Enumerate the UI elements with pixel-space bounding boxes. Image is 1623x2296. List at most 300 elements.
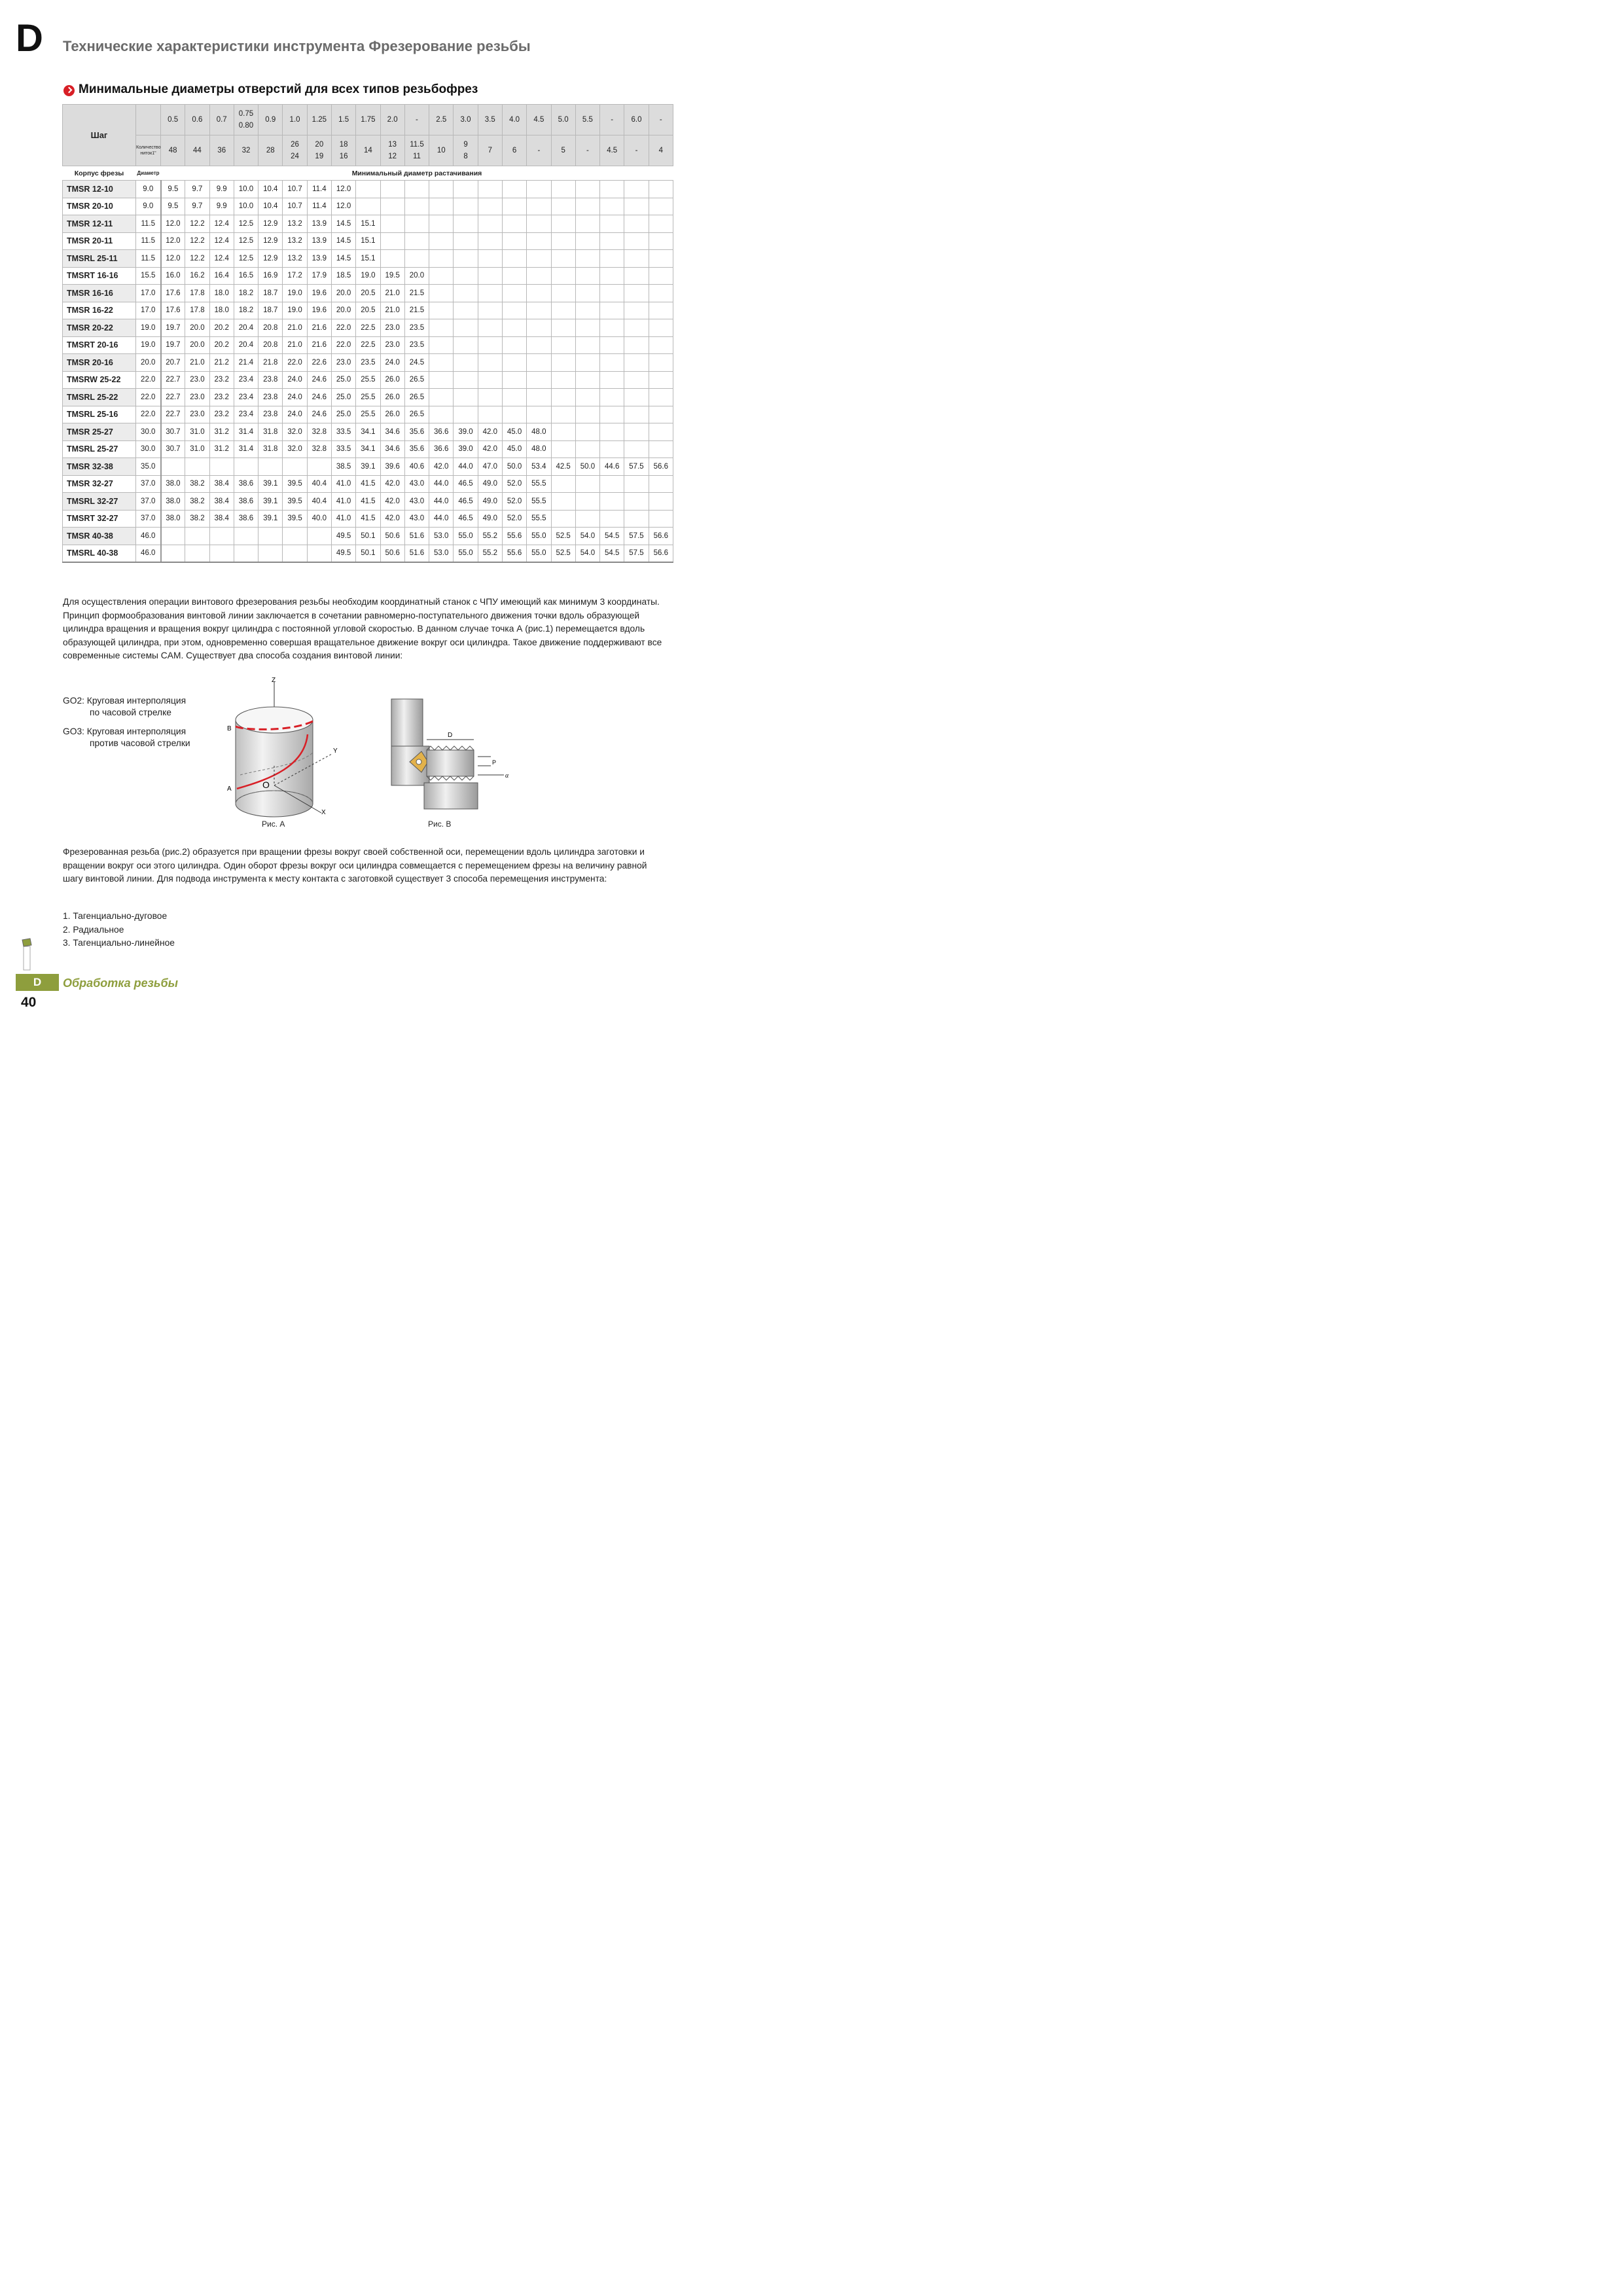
value-cell: 19.7 bbox=[161, 319, 185, 337]
value-cell: 16.0 bbox=[161, 267, 185, 285]
value-cell bbox=[624, 440, 649, 458]
value-cell: 41.0 bbox=[331, 493, 355, 511]
value-cell bbox=[575, 440, 599, 458]
value-cell bbox=[575, 319, 599, 337]
value-cell: 56.6 bbox=[649, 528, 673, 545]
value-cell bbox=[575, 423, 599, 441]
value-cell bbox=[624, 198, 649, 215]
value-cell: 15.1 bbox=[356, 215, 380, 233]
value-cell: 12.9 bbox=[259, 232, 283, 250]
value-cell: 51.6 bbox=[404, 528, 429, 545]
diameter-cell: 22.0 bbox=[136, 371, 161, 389]
value-cell bbox=[307, 545, 331, 562]
value-cell: 38.0 bbox=[161, 510, 185, 528]
value-cell: 10.0 bbox=[234, 198, 258, 215]
value-cell: 23.4 bbox=[234, 371, 258, 389]
value-cell: 38.4 bbox=[209, 493, 234, 511]
value-cell bbox=[502, 198, 526, 215]
value-cell bbox=[259, 528, 283, 545]
value-cell: 25.0 bbox=[331, 371, 355, 389]
value-cell: 17.9 bbox=[307, 267, 331, 285]
value-cell: 23.5 bbox=[404, 336, 429, 354]
value-cell: 38.0 bbox=[161, 493, 185, 511]
section-title: Минимальные диаметры отверстий для всех типов резьбофрез bbox=[79, 82, 478, 96]
value-cell: 34.6 bbox=[380, 440, 404, 458]
value-cell bbox=[649, 423, 673, 441]
figure-a-helix-diagram bbox=[219, 674, 350, 818]
value-cell bbox=[600, 493, 624, 511]
value-cell bbox=[624, 319, 649, 337]
value-cell bbox=[502, 215, 526, 233]
pitch-cell: 5.5 bbox=[575, 105, 599, 135]
value-cell: 55.0 bbox=[527, 528, 551, 545]
value-cell: 21.0 bbox=[283, 336, 307, 354]
value-cell: 20.0 bbox=[185, 336, 209, 354]
value-cell: 49.0 bbox=[478, 493, 502, 511]
value-cell bbox=[380, 232, 404, 250]
value-cell: 31.8 bbox=[259, 440, 283, 458]
model-cell: TMSR 20-11 bbox=[63, 232, 136, 250]
value-cell: 18.0 bbox=[209, 285, 234, 302]
value-cell bbox=[404, 198, 429, 215]
value-cell bbox=[527, 232, 551, 250]
label-a: A bbox=[227, 785, 232, 793]
value-cell: 23.4 bbox=[234, 406, 258, 423]
value-cell bbox=[624, 493, 649, 511]
value-cell: 41.5 bbox=[356, 510, 380, 528]
value-cell bbox=[380, 198, 404, 215]
value-cell: 31.2 bbox=[209, 440, 234, 458]
value-cell: 39.0 bbox=[454, 423, 478, 441]
value-cell: 42.0 bbox=[380, 510, 404, 528]
value-cell: 34.1 bbox=[356, 440, 380, 458]
value-cell bbox=[649, 232, 673, 250]
value-cell bbox=[454, 250, 478, 268]
value-cell bbox=[649, 440, 673, 458]
diameter-cell: 35.0 bbox=[136, 458, 161, 476]
pitch-cell: - bbox=[649, 105, 673, 135]
value-cell: 33.5 bbox=[331, 423, 355, 441]
tpi-cell: 18 16 bbox=[331, 135, 355, 166]
value-cell: 52.0 bbox=[502, 510, 526, 528]
value-cell: 20.2 bbox=[209, 336, 234, 354]
value-cell bbox=[527, 406, 551, 423]
value-cell bbox=[649, 475, 673, 493]
value-cell bbox=[575, 232, 599, 250]
table-row bbox=[63, 354, 673, 372]
value-cell bbox=[624, 181, 649, 198]
value-cell: 24.6 bbox=[307, 406, 331, 423]
value-cell: 54.0 bbox=[575, 545, 599, 562]
g03-line-1: GO3: Круговая интерполяция bbox=[63, 726, 187, 736]
diameter-cell: 22.0 bbox=[136, 406, 161, 423]
value-cell: 55.0 bbox=[527, 545, 551, 562]
value-cell bbox=[454, 302, 478, 319]
value-cell: 52.5 bbox=[551, 528, 575, 545]
diameter-cell: 9.0 bbox=[136, 181, 161, 198]
value-cell bbox=[551, 181, 575, 198]
value-cell: 12.2 bbox=[185, 232, 209, 250]
value-cell: 43.0 bbox=[404, 493, 429, 511]
value-cell: 42.5 bbox=[551, 458, 575, 476]
value-cell: 23.8 bbox=[259, 406, 283, 423]
value-cell: 41.0 bbox=[331, 510, 355, 528]
value-cell: 53.4 bbox=[527, 458, 551, 476]
value-cell: 55.2 bbox=[478, 528, 502, 545]
value-cell: 32.0 bbox=[283, 440, 307, 458]
value-cell: 22.7 bbox=[161, 406, 185, 423]
value-cell bbox=[161, 458, 185, 476]
value-cell bbox=[380, 250, 404, 268]
value-cell bbox=[575, 371, 599, 389]
value-cell bbox=[649, 389, 673, 406]
value-cell: 9.5 bbox=[161, 181, 185, 198]
value-cell: 52.0 bbox=[502, 493, 526, 511]
value-cell: 17.8 bbox=[185, 302, 209, 319]
value-cell bbox=[624, 215, 649, 233]
value-cell: 18.0 bbox=[209, 302, 234, 319]
value-cell: 15.1 bbox=[356, 250, 380, 268]
value-cell: 50.0 bbox=[575, 458, 599, 476]
value-cell: 21.0 bbox=[380, 285, 404, 302]
value-cell bbox=[454, 215, 478, 233]
model-cell: TMSRW 25-22 bbox=[63, 371, 136, 389]
value-cell bbox=[649, 215, 673, 233]
value-cell bbox=[527, 336, 551, 354]
value-cell bbox=[283, 528, 307, 545]
value-cell bbox=[649, 198, 673, 215]
value-cell: 20.4 bbox=[234, 319, 258, 337]
value-cell bbox=[502, 267, 526, 285]
value-cell: 38.4 bbox=[209, 475, 234, 493]
value-cell bbox=[624, 285, 649, 302]
value-cell bbox=[624, 389, 649, 406]
value-cell: 40.4 bbox=[307, 475, 331, 493]
value-cell bbox=[527, 354, 551, 372]
value-cell: 46.5 bbox=[454, 475, 478, 493]
pitch-cell: 4.5 bbox=[527, 105, 551, 135]
value-cell bbox=[649, 336, 673, 354]
value-cell: 39.6 bbox=[380, 458, 404, 476]
value-cell bbox=[454, 336, 478, 354]
value-cell: 25.0 bbox=[331, 389, 355, 406]
value-cell bbox=[600, 336, 624, 354]
value-cell bbox=[429, 302, 454, 319]
value-cell: 49.0 bbox=[478, 510, 502, 528]
value-cell: 48.0 bbox=[527, 440, 551, 458]
section-arrow-icon bbox=[63, 85, 75, 96]
model-cell: TMSR 20-22 bbox=[63, 319, 136, 337]
table-row bbox=[63, 250, 673, 268]
value-cell bbox=[624, 423, 649, 441]
value-cell bbox=[551, 423, 575, 441]
value-cell bbox=[502, 389, 526, 406]
value-cell: 9.9 bbox=[209, 198, 234, 215]
pitch-cell: - bbox=[600, 105, 624, 135]
value-cell: 31.4 bbox=[234, 440, 258, 458]
value-cell bbox=[502, 181, 526, 198]
value-cell: 42.0 bbox=[478, 440, 502, 458]
pitch-header-row bbox=[63, 105, 673, 135]
value-cell bbox=[624, 475, 649, 493]
value-cell bbox=[404, 250, 429, 268]
value-cell: 9.7 bbox=[185, 198, 209, 215]
tpi-cell: 28 bbox=[259, 135, 283, 166]
diameter-cell: 30.0 bbox=[136, 423, 161, 441]
model-cell: TMSRL 25-16 bbox=[63, 406, 136, 423]
value-cell bbox=[649, 371, 673, 389]
table-row bbox=[63, 406, 673, 423]
value-cell bbox=[429, 371, 454, 389]
value-cell: 24.6 bbox=[307, 371, 331, 389]
value-cell bbox=[551, 336, 575, 354]
value-cell: 20.0 bbox=[185, 319, 209, 337]
value-cell bbox=[185, 545, 209, 562]
value-cell bbox=[161, 545, 185, 562]
table-row bbox=[63, 371, 673, 389]
value-cell: 12.2 bbox=[185, 250, 209, 268]
value-cell: 42.0 bbox=[429, 458, 454, 476]
value-cell: 38.2 bbox=[185, 510, 209, 528]
value-cell: 40.6 bbox=[404, 458, 429, 476]
value-cell bbox=[478, 406, 502, 423]
value-cell: 18.2 bbox=[234, 285, 258, 302]
value-cell bbox=[478, 336, 502, 354]
value-cell: 44.6 bbox=[600, 458, 624, 476]
value-cell bbox=[259, 458, 283, 476]
value-cell: 23.4 bbox=[234, 389, 258, 406]
diameter-cell: 11.5 bbox=[136, 250, 161, 268]
model-cell: TMSRL 32-27 bbox=[63, 493, 136, 511]
value-cell: 20.5 bbox=[356, 302, 380, 319]
model-cell: TMSR 12-10 bbox=[63, 181, 136, 198]
value-cell bbox=[234, 458, 258, 476]
g02-line-2: по часовой стрелке bbox=[90, 708, 171, 717]
chapter-letter: D bbox=[16, 17, 43, 60]
value-cell bbox=[527, 371, 551, 389]
value-cell: 9.9 bbox=[209, 181, 234, 198]
value-cell bbox=[575, 181, 599, 198]
diameter-cell: 22.0 bbox=[136, 389, 161, 406]
value-cell bbox=[600, 232, 624, 250]
value-cell: 46.5 bbox=[454, 510, 478, 528]
value-cell bbox=[575, 302, 599, 319]
value-cell: 12.5 bbox=[234, 215, 258, 233]
pitch-cell: 0.7 bbox=[209, 105, 234, 135]
value-cell bbox=[649, 319, 673, 337]
diameter-cell: 11.5 bbox=[136, 215, 161, 233]
value-cell: 22.7 bbox=[161, 371, 185, 389]
table-row bbox=[63, 319, 673, 337]
table-row bbox=[63, 181, 673, 198]
value-cell bbox=[624, 302, 649, 319]
model-cell: TMSRL 25-11 bbox=[63, 250, 136, 268]
value-cell: 22.6 bbox=[307, 354, 331, 372]
value-cell bbox=[624, 336, 649, 354]
value-cell: 21.0 bbox=[283, 319, 307, 337]
diameter-cell: 37.0 bbox=[136, 510, 161, 528]
value-cell: 12.5 bbox=[234, 232, 258, 250]
pitch-cell: 2.0 bbox=[380, 105, 404, 135]
value-cell: 35.6 bbox=[404, 423, 429, 441]
value-cell bbox=[575, 354, 599, 372]
value-cell: 26.0 bbox=[380, 371, 404, 389]
value-cell: 53.0 bbox=[429, 528, 454, 545]
diameter-cell: 19.0 bbox=[136, 336, 161, 354]
value-cell: 13.9 bbox=[307, 232, 331, 250]
table-row bbox=[63, 285, 673, 302]
tpi-cell: 7 bbox=[478, 135, 502, 166]
value-cell: 39.1 bbox=[259, 475, 283, 493]
pitch-header-blank bbox=[136, 105, 161, 135]
value-cell bbox=[429, 285, 454, 302]
table-row bbox=[63, 423, 673, 441]
value-cell bbox=[551, 475, 575, 493]
value-cell: 21.5 bbox=[404, 302, 429, 319]
value-cell: 26.5 bbox=[404, 371, 429, 389]
tpi-cell: 13 12 bbox=[380, 135, 404, 166]
value-cell: 56.6 bbox=[649, 545, 673, 562]
value-cell bbox=[478, 371, 502, 389]
diameter-cell: 19.0 bbox=[136, 319, 161, 337]
value-cell: 22.5 bbox=[356, 319, 380, 337]
value-cell: 40.0 bbox=[307, 510, 331, 528]
value-cell: 55.6 bbox=[502, 528, 526, 545]
min-diameter-label: Минимальный диаметр растачивания bbox=[161, 166, 673, 181]
value-cell: 56.6 bbox=[649, 458, 673, 476]
value-cell bbox=[527, 215, 551, 233]
value-cell: 13.9 bbox=[307, 215, 331, 233]
value-cell bbox=[429, 406, 454, 423]
value-cell bbox=[356, 198, 380, 215]
value-cell: 38.6 bbox=[234, 510, 258, 528]
value-cell: 44.0 bbox=[429, 493, 454, 511]
value-cell bbox=[600, 354, 624, 372]
value-cell bbox=[551, 493, 575, 511]
value-cell bbox=[454, 267, 478, 285]
value-cell: 38.4 bbox=[209, 510, 234, 528]
value-cell: 38.2 bbox=[185, 475, 209, 493]
table-row bbox=[63, 302, 673, 319]
label-alpha: α bbox=[505, 772, 509, 780]
value-cell: 11.4 bbox=[307, 198, 331, 215]
value-cell: 26.5 bbox=[404, 406, 429, 423]
value-cell: 44.0 bbox=[429, 510, 454, 528]
pitch-cell: 0.75 0.80 bbox=[234, 105, 258, 135]
value-cell bbox=[527, 319, 551, 337]
value-cell: 12.5 bbox=[234, 250, 258, 268]
table-row bbox=[63, 493, 673, 511]
value-cell: 22.0 bbox=[331, 319, 355, 337]
value-cell: 50.6 bbox=[380, 545, 404, 562]
value-cell bbox=[502, 319, 526, 337]
value-cell bbox=[454, 232, 478, 250]
value-cell bbox=[551, 389, 575, 406]
page-title: Технические характеристики инструмента Фрезерование резьбы bbox=[63, 38, 531, 54]
value-cell: 53.0 bbox=[429, 545, 454, 562]
value-cell bbox=[600, 319, 624, 337]
value-cell: 20.5 bbox=[356, 285, 380, 302]
value-cell: 57.5 bbox=[624, 458, 649, 476]
model-cell: TMSR 25-27 bbox=[63, 423, 136, 441]
value-cell bbox=[429, 181, 454, 198]
value-cell: 55.5 bbox=[527, 475, 551, 493]
tpi-cell: - bbox=[575, 135, 599, 166]
value-cell: 30.7 bbox=[161, 423, 185, 441]
value-cell bbox=[429, 336, 454, 354]
value-cell: 54.5 bbox=[600, 545, 624, 562]
value-cell: 19.0 bbox=[283, 285, 307, 302]
value-cell: 57.5 bbox=[624, 528, 649, 545]
tpi-cell: 14 bbox=[356, 135, 380, 166]
value-cell: 21.2 bbox=[209, 354, 234, 372]
value-cell bbox=[551, 285, 575, 302]
value-cell bbox=[502, 232, 526, 250]
value-cell: 55.2 bbox=[478, 545, 502, 562]
value-cell: 49.5 bbox=[331, 528, 355, 545]
value-cell: 30.7 bbox=[161, 440, 185, 458]
value-cell: 22.0 bbox=[283, 354, 307, 372]
value-cell bbox=[600, 371, 624, 389]
value-cell: 12.4 bbox=[209, 250, 234, 268]
value-cell: 12.2 bbox=[185, 215, 209, 233]
diameter-label: Диаметр bbox=[136, 166, 161, 181]
value-cell: 32.0 bbox=[283, 423, 307, 441]
value-cell bbox=[551, 440, 575, 458]
value-cell: 35.6 bbox=[404, 440, 429, 458]
model-cell: TMSRT 20-16 bbox=[63, 336, 136, 354]
value-cell: 23.0 bbox=[185, 406, 209, 423]
diameter-cell: 46.0 bbox=[136, 528, 161, 545]
value-cell bbox=[429, 250, 454, 268]
tpi-cell: - bbox=[527, 135, 551, 166]
value-cell: 20.2 bbox=[209, 319, 234, 337]
tpi-cell: 11.5 11 bbox=[404, 135, 429, 166]
value-cell: 9.5 bbox=[161, 198, 185, 215]
value-cell bbox=[502, 371, 526, 389]
value-cell: 20.4 bbox=[234, 336, 258, 354]
table-row bbox=[63, 510, 673, 528]
value-cell bbox=[600, 406, 624, 423]
value-cell: 23.2 bbox=[209, 371, 234, 389]
value-cell: 14.5 bbox=[331, 215, 355, 233]
value-cell bbox=[429, 198, 454, 215]
value-cell bbox=[478, 232, 502, 250]
value-cell bbox=[502, 250, 526, 268]
value-cell bbox=[478, 354, 502, 372]
model-cell: TMSRL 25-22 bbox=[63, 389, 136, 406]
table-row bbox=[63, 267, 673, 285]
value-cell: 42.0 bbox=[478, 423, 502, 441]
value-cell bbox=[649, 250, 673, 268]
value-cell: 12.0 bbox=[161, 215, 185, 233]
value-cell bbox=[307, 458, 331, 476]
value-cell: 19.0 bbox=[356, 267, 380, 285]
value-cell bbox=[209, 545, 234, 562]
footer-section-name: Обработка резьбы bbox=[63, 977, 179, 990]
diameter-table bbox=[62, 104, 673, 563]
value-cell bbox=[380, 215, 404, 233]
value-cell bbox=[527, 198, 551, 215]
value-cell: 20.0 bbox=[331, 285, 355, 302]
pitch-cell: 1.75 bbox=[356, 105, 380, 135]
value-cell bbox=[600, 250, 624, 268]
value-cell: 39.5 bbox=[283, 493, 307, 511]
value-cell: 21.6 bbox=[307, 319, 331, 337]
value-cell: 12.9 bbox=[259, 215, 283, 233]
thread-paragraph: Фрезерованная резьба (рис.2) образуется при вращении фрезы вокруг своей собственной оси, перемещении вдоль цилиндра заготовки и вращении вокруг оси этого цилиндра. Один оборот фрезы вокруг оси цилиндра совмещается с перемещением фрезы на величину равной шагу винтовой линии. Для подвода инструмента к месту контакта с заготовкой существует 3 способа перемещения инструмента: bbox=[63, 847, 647, 884]
thread-workpiece bbox=[427, 746, 474, 780]
